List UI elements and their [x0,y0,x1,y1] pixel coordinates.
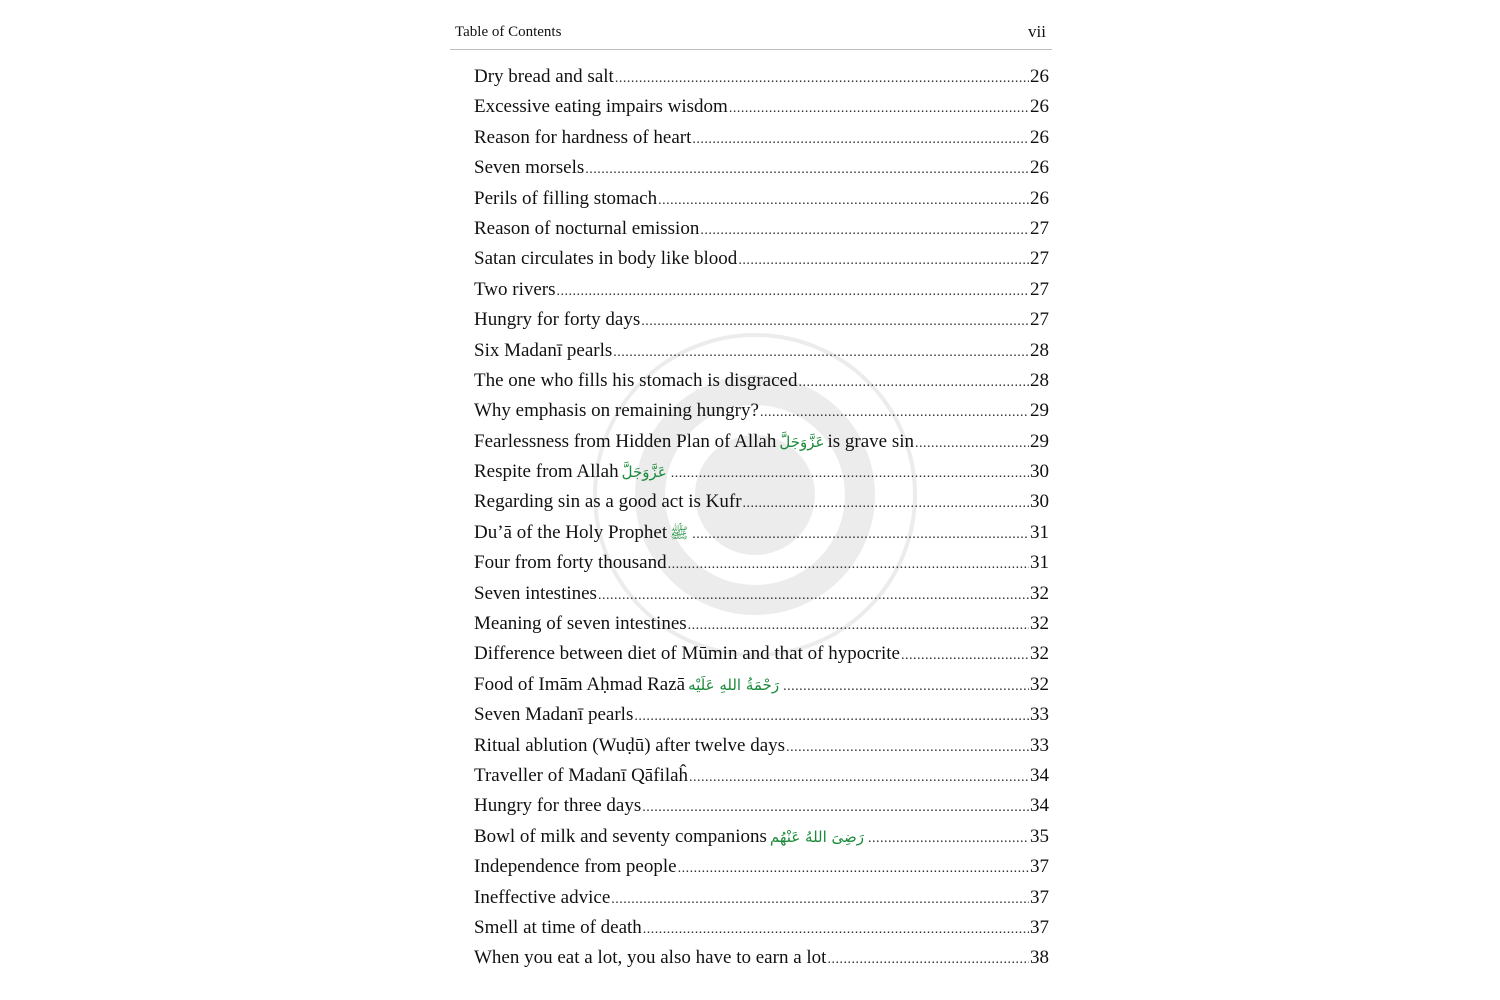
toc-entry [474,583,1049,613]
dot-leader [689,770,1029,786]
toc-entry-title-text: Difference between diet of Mūmin and that of hypocrite [474,643,900,665]
toc-entry-title-text: Meaning of seven intestines [474,613,687,635]
toc-entry-title-text: Independence from people [474,856,677,878]
toc-entry [474,157,1049,187]
toc-entry [474,66,1049,96]
toc-entry-page-number: 27 [1030,309,1049,331]
dot-leader [743,496,1029,512]
dot-leader [613,345,1029,361]
toc-entry-title [474,279,556,301]
toc-entry-page-number: 26 [1030,187,1049,209]
toc-entry-title [474,613,687,635]
toc-entry-title [474,370,797,392]
toc-entry-title-text: Perils of filling stomach [474,187,658,209]
toc-entry-title [474,66,614,88]
toc-entry [474,340,1049,370]
dot-leader [760,405,1029,421]
toc-entry-title-text: Ritual ablution (Wuḍū) after twelve days [474,734,786,756]
toc-entry [474,735,1049,765]
dot-leader [783,679,1029,695]
toc-entry-title [474,309,640,331]
toc-entry-page-number: 37 [1030,886,1049,908]
toc-entry-page-number: 33 [1030,704,1049,726]
toc-entry-title [474,127,691,149]
dot-leader [700,223,1029,239]
toc-entry-page-number: 32 [1030,613,1049,635]
toc-entry-page-number: 28 [1030,369,1049,391]
toc-entry-title [474,917,642,939]
toc-entry-title [474,431,914,453]
dot-leader [641,314,1029,330]
toc-entry-title-text: When you eat a lot, you also have to earn a lot [474,947,827,969]
toc-entry [474,491,1049,521]
toc-entry-title-text: Hungry for forty days [474,309,641,331]
toc-entry-page-number: 35 [1030,825,1049,847]
toc-entry-title-text: Seven intestines [474,582,597,604]
toc-entry [474,248,1049,278]
toc-entry [474,279,1049,309]
toc-entry-page-number: 32 [1030,673,1049,695]
toc-entry-title [474,674,782,696]
dot-leader [798,375,1029,391]
dot-leader [598,588,1029,604]
toc-entry-title-text: Regarding sin as a good act is Kufr [474,491,742,513]
dot-leader [642,800,1029,816]
toc-entry [474,947,1049,977]
toc-entry-title-text: Excessive eating impairs wisdom [474,96,728,118]
toc-entry [474,826,1049,856]
toc-entry-page-number: 29 [1030,400,1049,422]
toc-entry-page-number: 29 [1030,430,1049,452]
toc-entry-title [474,735,785,757]
honorific-calligraphy: رَضِىَ اللهُ عَنْهُم [769,827,865,846]
toc-entry-title-text: Hungry for three days [474,795,642,817]
toc-entry [474,795,1049,825]
toc-entry [474,765,1049,795]
toc-entry [474,674,1049,704]
toc-entry-page-number: 26 [1030,126,1049,148]
toc-entry-title [474,461,670,483]
toc-entry-page-number: 37 [1030,916,1049,938]
dot-leader [868,831,1029,847]
dot-leader [634,709,1029,725]
dot-leader [915,436,1029,452]
dot-leader [585,162,1029,178]
dot-leader [611,892,1029,908]
dot-leader [658,193,1029,209]
dot-leader [615,71,1029,87]
dot-leader [692,527,1029,543]
toc-entry [474,400,1049,430]
toc-entry [474,309,1049,339]
honorific-calligraphy: عَزَّوَجَلَّ [779,432,825,451]
toc-entry-title [474,765,688,787]
toc-entry-title-text: Smell at time of death [474,916,642,938]
toc-entry-page-number: 31 [1030,552,1049,574]
toc-entry-title [474,157,584,179]
toc-entry-title [474,552,667,574]
toc-entry [474,461,1049,491]
header-title: Table of Contents [455,24,562,40]
toc-entry-page-number: 37 [1030,856,1049,878]
running-header [450,0,1052,50]
toc-entry-title [474,704,633,726]
toc-entry-title [474,400,759,422]
dot-leader [557,284,1029,300]
toc-entry-title [474,795,641,817]
toc-entry [474,522,1049,552]
toc-entry-page-number: 30 [1030,461,1049,483]
toc-entry [474,887,1049,917]
toc-entry-page-number: 26 [1030,96,1049,118]
toc-entry-title-text: Fearlessness from Hidden Plan of Allah [474,430,777,452]
toc-entry-title [474,826,867,848]
toc-entry-page-number: 30 [1030,491,1049,513]
toc-entry-title-text: Why emphasis on remaining hungry? [474,400,759,422]
toc-entry [474,643,1049,673]
toc-entry-title-text: Reason of nocturnal emission [474,217,700,239]
toc-entry-title [474,248,737,270]
toc-entry-title-text: Respite from Allah [474,461,619,483]
toc-entry-title [474,188,657,210]
toc-entry-title-text: Reason for hardness of heart [474,126,692,148]
toc-entry-page-number: 34 [1030,764,1049,786]
toc-entry-title [474,491,742,513]
toc-entry-title [474,583,597,605]
table-of-contents-list [474,66,1049,978]
toc-entry-title [474,887,610,909]
toc-entry-page-number: 26 [1030,157,1049,179]
toc-entry-title-text: Dry bread and salt [474,66,614,87]
toc-entry [474,856,1049,886]
toc-entry-page-number: 33 [1030,734,1049,756]
dot-leader [688,618,1029,634]
toc-entry [474,127,1049,157]
toc-entry-title [474,643,900,665]
honorific-calligraphy: عَزَّوَجَلَّ [621,463,667,482]
toc-entry [474,552,1049,582]
dot-leader [738,253,1029,269]
toc-entry [474,431,1049,461]
toc-entry-title [474,218,699,240]
toc-entry-page-number: 27 [1030,248,1049,270]
toc-entry-page-number: 38 [1030,947,1049,969]
dot-leader [678,861,1029,877]
dot-leader [692,132,1029,148]
dot-leader [643,922,1029,938]
toc-entry-page-number: 32 [1030,582,1049,604]
dot-leader [668,557,1029,573]
toc-entry-title-text: Seven Madanī pearls [474,704,634,726]
toc-entry [474,917,1049,947]
toc-entry-page-number: 26 [1030,66,1049,87]
toc-entry-title-text: Food of Imām Aḥmad Razā [474,673,686,695]
dot-leader [901,648,1029,664]
toc-entry-title [474,856,677,878]
toc-entry-title-suffix: is grave sin [827,430,915,452]
header-page-number: vii [1028,22,1046,41]
dot-leader [827,952,1029,968]
toc-entry-page-number: 32 [1030,643,1049,665]
toc-entry-title-text: Four from forty thousand [474,552,667,574]
toc-entry-title-text: Six Madanī pearls [474,339,613,361]
dot-leader [786,740,1029,756]
toc-entry [474,704,1049,734]
honorific-calligraphy: ﷺ [670,523,689,542]
toc-entry-page-number: 27 [1030,217,1049,239]
toc-entry-title-text: Ineffective advice [474,886,611,908]
dot-leader [671,466,1029,482]
toc-entry-title-text: Bowl of milk and seventy companions [474,825,767,847]
toc-entry-title-text: Du’ā of the Holy Prophet [474,521,668,543]
toc-entry-page-number: 34 [1030,795,1049,817]
toc-entry-title-text: Two rivers [474,278,556,300]
toc-entry-page-number: 27 [1030,278,1049,300]
toc-entry [474,613,1049,643]
toc-entry-title [474,340,612,362]
toc-entry-title [474,947,826,969]
toc-entry-title [474,96,728,118]
toc-entry [474,188,1049,218]
toc-entry-title-text: Seven morsels [474,157,585,179]
toc-entry-title-text: Satan circulates in body like blood [474,248,738,270]
toc-entry-page-number: 31 [1030,521,1049,543]
honorific-calligraphy: رَحْمَةُ اللهِ عَلَيْه [688,675,780,694]
toc-entry [474,370,1049,400]
toc-entry-title [474,522,691,546]
toc-entry-title-text: The one who fills his stomach is disgraced [474,369,798,391]
toc-entry [474,218,1049,248]
toc-entry-page-number: 28 [1030,339,1049,361]
document-page [450,0,1052,1000]
toc-entry [474,96,1049,126]
dot-leader [729,101,1029,117]
toc-entry-title-text: Traveller of Madanī Qāfilaĥ [474,764,689,786]
